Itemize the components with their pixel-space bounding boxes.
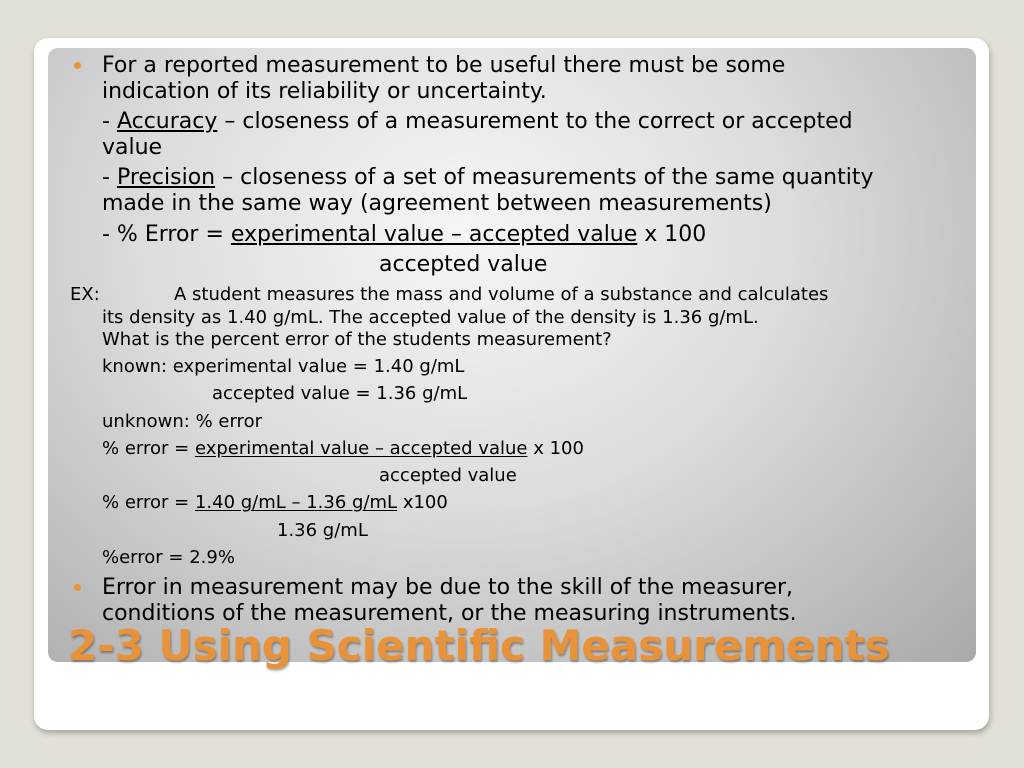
formula-denominator: accepted value — [379, 252, 548, 277]
bullet-1-line-2: indication of its reliability or uncertainty. — [102, 79, 547, 104]
accuracy-line-2: value — [102, 135, 163, 160]
substituted-numerator: 1.40 g/mL – 1.36 g/mL — [194, 492, 398, 513]
precision-term: Precision — [116, 165, 216, 190]
example-line-3: What is the percent error of the students measurement? — [102, 329, 612, 350]
result-line: %error = 2.9% — [102, 547, 235, 568]
known-accepted: accepted value = 1.36 g/mL — [212, 383, 468, 404]
example-line-1: A student measures the mass and volume of a substance and calculates — [174, 284, 829, 305]
bullet-2-line-1: Error in measurement may be due to the skill of the measurer, — [102, 575, 793, 600]
slide-body — [48, 48, 976, 662]
precision-line: - Precision – closeness of a set of measurements of the same quantity — [102, 165, 874, 190]
percent-error-formula: - % Error = experimental value – accepted value x 100 — [102, 222, 707, 247]
formula-numerator: experimental value – accepted value — [230, 222, 638, 247]
bullet-2-line-2: conditions of the measurement, or the measuring instruments. — [102, 601, 797, 626]
unknown-line: unknown: % error — [102, 411, 262, 432]
bullet-dot-2 — [74, 584, 81, 591]
example-formula-numerator: experimental value – accepted value — [194, 438, 528, 459]
example-formula: % error = experimental value – accepted value x 100 — [102, 438, 584, 459]
bullet-1-line-1: For a reported measurement to be useful there must be some — [102, 53, 786, 78]
bullet-dot-1 — [74, 62, 81, 69]
example-formula-denominator: accepted value — [379, 465, 517, 486]
example-label: EX: — [70, 284, 100, 305]
known-experimental: known: experimental value = 1.40 g/mL — [102, 356, 465, 377]
example-line-2: its density as 1.40 g/mL. The accepted value of the density is 1.36 g/mL. — [102, 307, 759, 328]
accuracy-term: Accuracy — [116, 109, 218, 134]
slide-title: 2-3 Using Scientific Measurements — [68, 621, 890, 670]
accuracy-line: - Accuracy – closeness of a measurement to the correct or accepted — [102, 109, 853, 134]
substituted-formula: % error = 1.40 g/mL – 1.36 g/mL x100 — [102, 492, 448, 513]
precision-line-2: made in the same way (agreement between measurements) — [102, 191, 772, 216]
substituted-denominator: 1.36 g/mL — [277, 520, 368, 541]
